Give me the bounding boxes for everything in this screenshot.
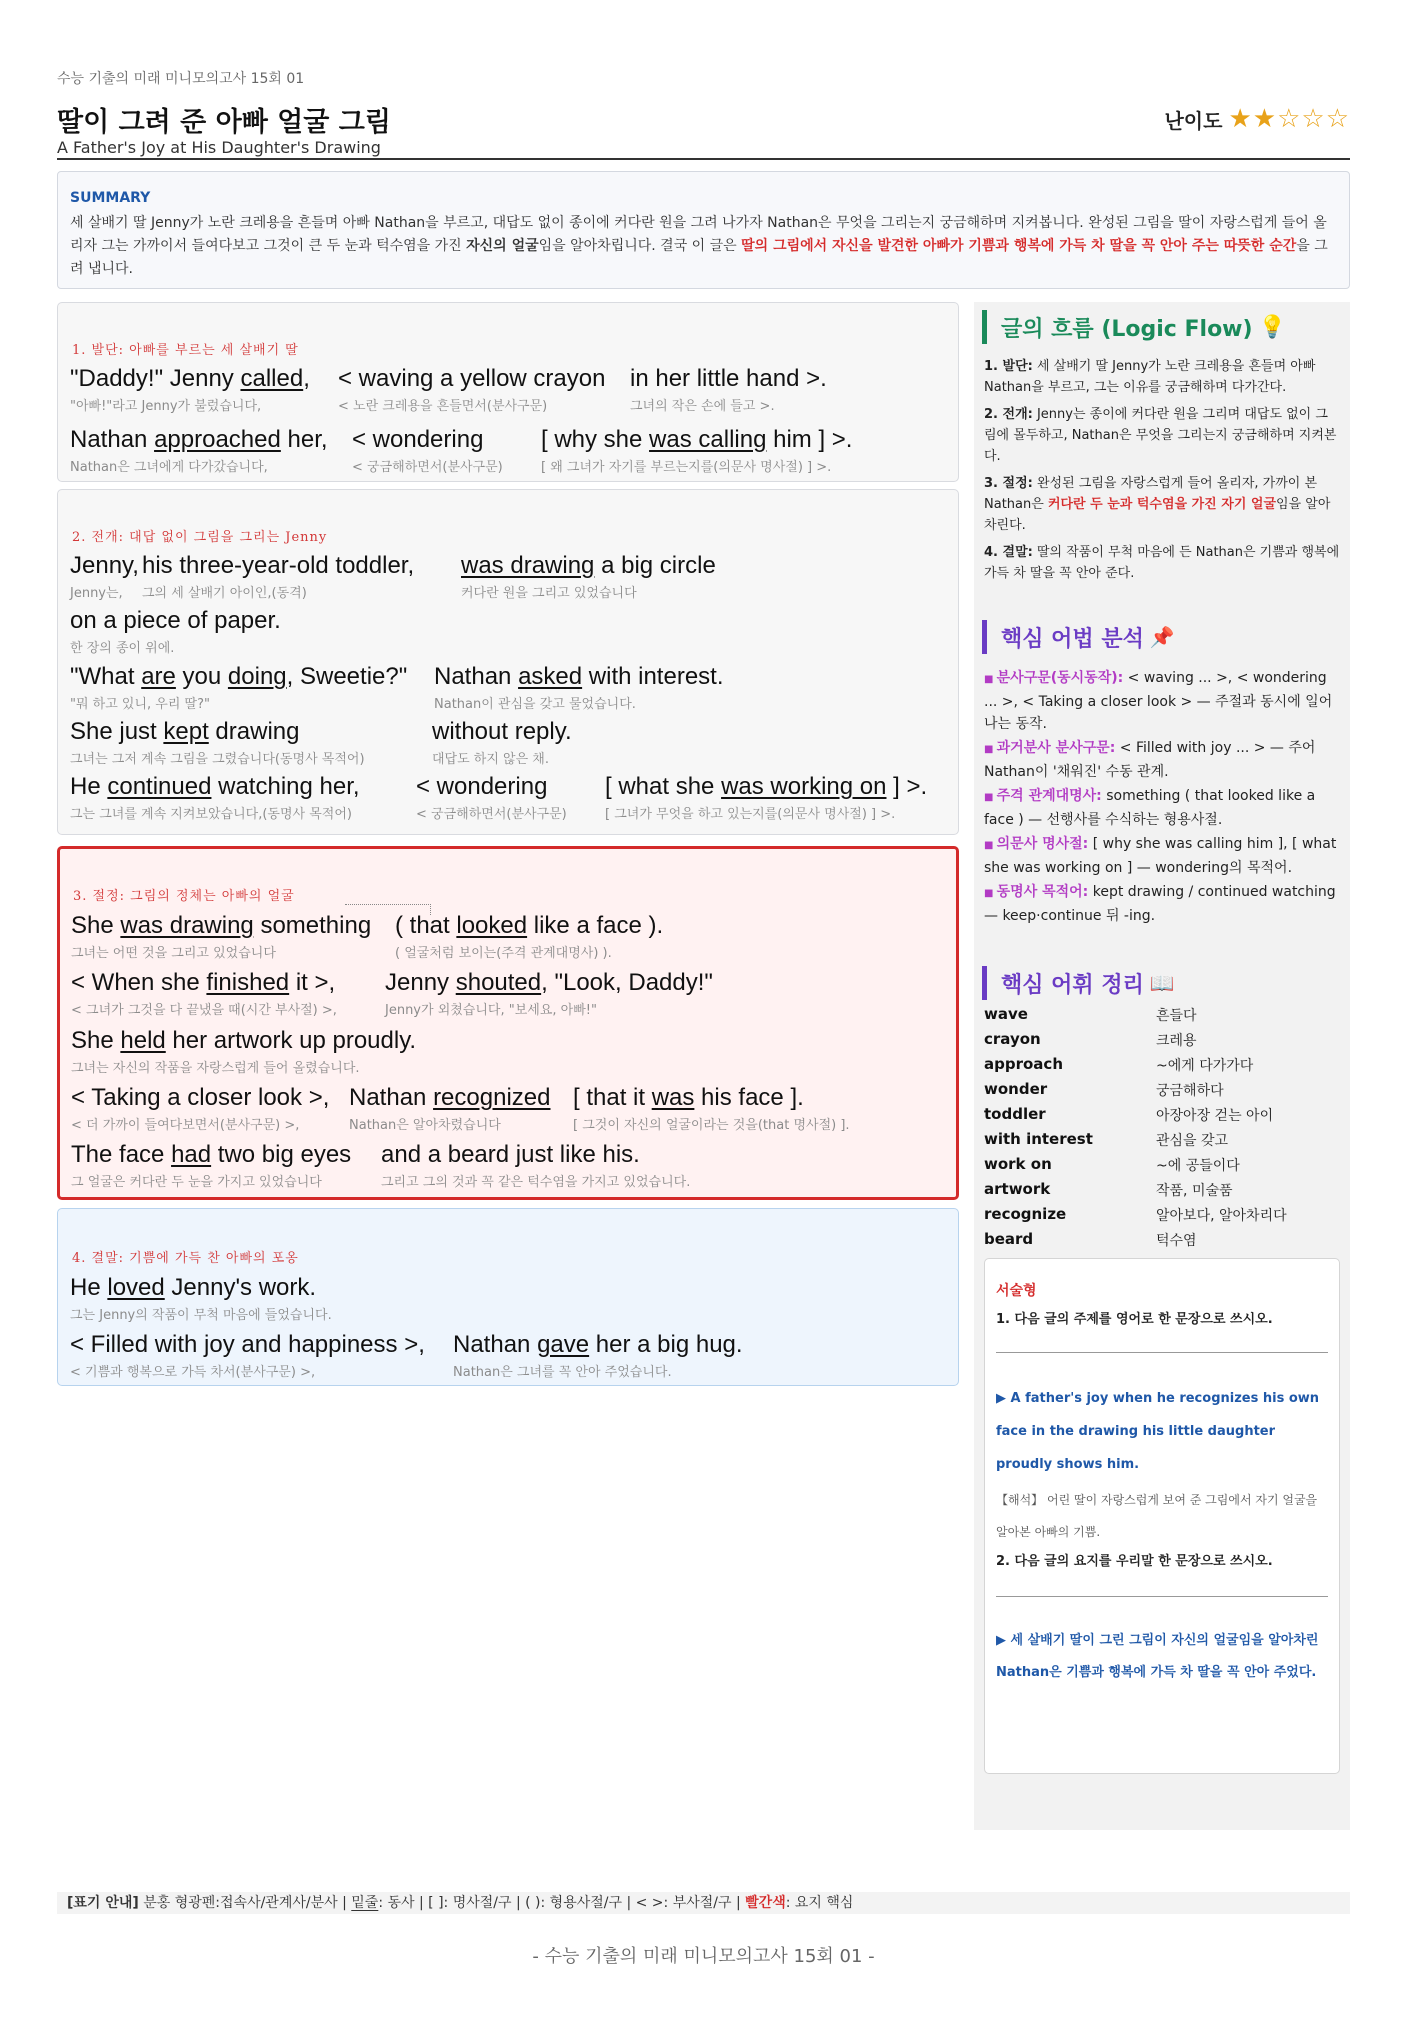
sentence-phrase: Jenny shouted, "Look, Daddy!": [385, 969, 713, 996]
page-title: 딸이 그려 준 아빠 얼굴 그림: [57, 107, 391, 138]
translation-line: < 더 가까이 들여다보면서(분사구문) >,: [71, 1118, 300, 1133]
sentence-line: Nathan approached her,: [70, 426, 328, 453]
essay-label: 서술형: [996, 1283, 1037, 1299]
section-4-box: [57, 1208, 959, 1386]
answer-translation: 【해석】 어린 딸이 자랑스럽게 보여 준 그림에서 자기 얼굴을 알아본 아빠의 기쁨.: [996, 1493, 1318, 1539]
sentence-phrase: and a beard just like his.: [381, 1141, 640, 1168]
translation-line: 그 얼굴은 커다란 두 눈을 가지고 있었습니다: [71, 1175, 322, 1190]
vocab-row: with interest 관심을 갖고: [984, 1130, 1229, 1149]
logic-item: 1. 발단: 세 살배기 딸 Jenny가 노란 크레용을 흔들며 아빠 Nathan을 부르고, 그는 이유를 궁금해하며 다가간다.: [984, 359, 1316, 395]
sentence-line: on a piece of paper.: [70, 607, 281, 634]
grammar-list: [984, 667, 1340, 927]
sentence-phrase: < wondering: [352, 426, 484, 453]
section-2-box: [57, 489, 959, 835]
vocab-heading: 핵심 어휘 정리 📖: [982, 966, 1175, 1000]
sentence-phrase: in her little hand >.: [630, 365, 827, 392]
series-label: 수능 기출의 미래 미니모의고사 15회 01: [57, 71, 305, 87]
translation-line: 그는 Jenny의 작품이 무척 마음에 들었습니다.: [70, 1308, 332, 1323]
translation-line: < 기쁨과 행복으로 가득 차서(분사구문) >,: [70, 1365, 316, 1380]
section-1-box: [57, 302, 959, 482]
translation-line: < 궁금해하면서(분사구문): [416, 807, 567, 822]
sentence-phrase: Nathan recognized: [349, 1084, 551, 1111]
section-heading: 1. 발단: 아빠를 부르는 세 살배기 딸: [72, 343, 299, 358]
vocab-row: beard 턱수염: [984, 1230, 1197, 1249]
summary-box: [57, 171, 1350, 289]
translation-line: 그녀는 자신의 작품을 자랑스럽게 들어 올렸습니다.: [71, 1061, 360, 1076]
translation-line: "아빠!"라고 Jenny가 불렀습니다,: [70, 399, 262, 414]
grammar-item: ■ 분사구문(동시동작): < waving ... >, < wondering ... >, < Taking a closer look > — 주절과 동시에 일어나는 동작.: [984, 670, 1333, 732]
vocab-row: wonder 궁금해하다: [984, 1080, 1224, 1099]
translation-line: [ 그것이 자신의 얼굴이라는 것을(that 명사절) ].: [573, 1118, 850, 1133]
model-answer: ▶ 세 살배기 딸이 그린 그림이 자신의 얼굴임을 알아차린 Nathan은 기쁨과 행복에 가득 차 딸을 꼭 안아 주었다.: [996, 1633, 1319, 1680]
logic-flow-list: [984, 356, 1340, 584]
sentence-phrase: < waving a yellow crayon: [338, 365, 606, 392]
section-heading: 3. 절정: 그림의 정체는 아빠의 얼굴: [73, 889, 295, 904]
grammar-item: ■ 의문사 명사절: [ why she was calling him ], [ what she was working on ] — wondering의 목적어.: [984, 836, 1337, 876]
star-icon: ★★☆☆☆: [1228, 104, 1350, 134]
translation-line: 그의 세 살배기 아이인,(동격): [142, 586, 307, 601]
translation-line: Nathan은 알아차렸습니다: [349, 1118, 501, 1133]
translation-line: 그리고 그의 것과 꼭 같은 턱수염을 가지고 있었습니다.: [381, 1175, 691, 1190]
answer-line: [996, 1352, 1328, 1353]
sentence-phrase: < Taking a closer look >,: [71, 1084, 330, 1111]
heading-bar: [982, 310, 987, 344]
sentence-phrase: Jenny,: [70, 552, 139, 579]
sentence-phrase: < Filled with joy and happiness >,: [70, 1331, 425, 1358]
translation-line: 커다란 원을 그리고 있었습니다: [461, 586, 637, 601]
translation-line: 그녀는 그저 계속 그림을 그렸습니다(동명사 목적어): [70, 752, 365, 767]
title-divider: [57, 158, 1350, 160]
translation-line: [ 왜 그녀가 자기를 부르는지를(의문사 명사절) ] >.: [541, 460, 832, 475]
grammar-item: ■ 과거분사 분사구문: < Filled with joy ... > — 주어 Nathan이 '채워진' 수동 관계.: [984, 740, 1316, 780]
heading-bar: [982, 966, 987, 1000]
section-heading: 2. 전개: 대답 없이 그림을 그리는 Jenny: [72, 530, 328, 545]
lightbulb-icon: 💡: [1258, 314, 1286, 340]
translation-line: Jenny가 외쳤습니다, "보세요, 아빠!": [385, 1003, 597, 1018]
sentence-phrase: his three-year-old toddler,: [142, 552, 415, 579]
translation-line: < 그녀가 그것을 다 끝냈을 때(시간 부사절) >,: [71, 1003, 337, 1018]
vocab-row: work on ~에 공들이다: [984, 1155, 1240, 1174]
pushpin-icon: 📌: [1149, 625, 1175, 649]
section-3-box: [57, 846, 959, 1200]
logic-item: 4. 결말: 딸의 작품이 무척 마음에 든 Nathan은 기쁨과 행복에 가득 차 딸을 꼭 안아 준다.: [984, 545, 1340, 581]
translation-line: Jenny는,: [70, 586, 123, 601]
answer-line: [996, 1596, 1328, 1597]
sentence-phrase: [ that it was his face ].: [573, 1084, 804, 1111]
sentence-phrase: was drawing a big circle: [461, 552, 716, 579]
sentence-phrase: [ why she was calling him ] >.: [541, 426, 853, 453]
vocab-row: crayon 크레용: [984, 1030, 1197, 1049]
sentence-phrase: without reply.: [432, 718, 572, 745]
section-heading: 4. 결말: 기쁨에 가득 찬 아빠의 포옹: [72, 1251, 299, 1266]
essay-question: 1. 다음 글의 주제를 영어로 한 문장으로 쓰시오.: [996, 1312, 1273, 1327]
translation-line: [ 그녀가 무엇을 하고 있는지를(의문사 명사절) ] >.: [605, 807, 896, 822]
translation-line: Nathan은 그녀를 꼭 안아 주었습니다.: [453, 1365, 672, 1380]
grammar-item: ■ 주격 관계대명사: something ( that looked like a face ) — 선행사를 수식하는 형용사절.: [984, 788, 1316, 828]
difficulty-label: 난이도: [1164, 108, 1223, 133]
sentence-line: He loved Jenny's work.: [70, 1274, 317, 1301]
grammar-heading: 핵심 어법 분석 📌: [982, 620, 1175, 654]
sentence-phrase: [ what she was working on ] >.: [605, 773, 928, 800]
translation-line: 그녀는 어떤 것을 그리고 있었습니다: [71, 946, 276, 961]
translation-line: Nathan은 그녀에게 다가갔습니다,: [70, 460, 268, 475]
translation-line: 대답도 하지 않은 채.: [432, 752, 549, 767]
logic-item: 3. 절정: 완성된 그림을 자랑스럽게 들어 올리자, 가까이 본 Nathan은 커다란 두 눈과 턱수염을 가진 자기 얼굴임을 알아차린다.: [984, 476, 1331, 533]
page-subtitle: A Father's Joy at His Daughter's Drawing: [57, 138, 381, 157]
logic-item: 2. 전개: Jenny는 종이에 커다란 원을 그리며 대답도 없이 그림에 몰두하고, Nathan은 무엇을 그리는지 궁금해하며 지켜본다.: [984, 407, 1337, 464]
grammar-item: ■ 동명사 목적어: kept drawing / continued watching — keep·continue 뒤 -ing.: [984, 884, 1336, 924]
sentence-line: She just kept drawing: [70, 718, 300, 745]
translation-line: < 궁금해하면서(분사구문): [352, 460, 503, 475]
heading-bar: [982, 620, 987, 654]
translation-line: < 노란 크레용을 흔들면서(분사구문): [338, 399, 548, 414]
translation-line: Nathan이 관심을 갖고 물었습니다.: [434, 697, 636, 712]
difficulty-rating: [1164, 104, 1350, 134]
sentence-line: < When she finished it >,: [71, 969, 336, 996]
sentence-line: "What are you doing, Sweetie?": [70, 663, 408, 690]
translation-line: 한 장의 종이 위에.: [70, 641, 175, 656]
vocab-row: wave 흔들다: [984, 1005, 1197, 1024]
logic-flow-heading: 글의 흐름 (Logic Flow) 💡: [982, 310, 1286, 344]
model-answer: ▶ A father's joy when he recognizes his own face in the drawing his little daughter proudly shows him.: [996, 1391, 1320, 1472]
sentence-line: She was drawing something: [71, 912, 372, 939]
book-icon: 📖: [1149, 971, 1175, 995]
sentence-line: The face had two big eyes: [71, 1141, 352, 1168]
sentence-phrase: Nathan gave her a big hug.: [453, 1331, 743, 1358]
sentence-phrase: < wondering: [416, 773, 548, 800]
vocab-row: approach ~에게 다가가다: [984, 1055, 1254, 1074]
notation-legend: [표기 안내] 분홍 형광펜:접속사/관계사/분사 | 밑줄: 동사 | [ ]: 명사절/구 | ( ): 형용사절/구 | < >: 부사절/구 | 빨간색: 요지 핵심: [57, 1892, 1350, 1914]
vocab-row: artwork 작품, 미술품: [984, 1180, 1233, 1199]
sentence-phrase: ( that looked like a face ).: [395, 912, 664, 939]
translation-line: 그녀의 작은 손에 들고 >.: [630, 399, 775, 414]
translation-line: "뭐 하고 있니, 우리 딸?": [70, 697, 210, 712]
translation-line: 그는 그녀를 계속 지켜보았습니다,(동명사 목적어): [70, 807, 352, 822]
translation-line: ( 얼굴처럼 보이는(주격 관계대명사) ).: [395, 946, 612, 961]
vocab-row: toddler 아장아장 걷는 아이: [984, 1105, 1274, 1124]
vocab-list: [984, 1005, 1340, 1255]
vocab-row: recognize 알아보다, 알아차리다: [984, 1205, 1287, 1224]
summary-label: SUMMARY: [70, 190, 151, 206]
page-footer: - 수능 기출의 미래 미니모의고사 15회 01 -: [532, 1946, 875, 1967]
sentence-phrase: Nathan asked with interest.: [434, 663, 724, 690]
sentence-line: She held her artwork up proudly.: [71, 1027, 417, 1054]
summary-text: 세 살배기 딸 Jenny가 노란 크레용을 흔들며 아빠 Nathan을 부르고, 대답도 없이 종이에 커다란 원을 그려 나가자 Nathan은 무엇을 그리는지 궁금해하며 지켜봅니다. 완성된 그림을 딸이 자랑스럽게 들어 올리자 그는 가까이서 들여다보고 그것이 큰 두 눈과 턱수염을 가진 자신의 얼굴임을 알아차립니다. 결국 이 글은 딸의 그림에서 자신을 발견한 아빠가 기쁨과 행복에 가득 차 딸을 꼭 안아 주는 따뜻한 순간을 그려 냅니다.: [70, 215, 1328, 277]
essay-question: 2. 다음 글의 요지를 우리말 한 문장으로 쓰시오.: [996, 1554, 1273, 1569]
sentence-line: He continued watching her,: [70, 773, 360, 800]
sentence-line: "Daddy!" Jenny called,: [70, 365, 310, 392]
